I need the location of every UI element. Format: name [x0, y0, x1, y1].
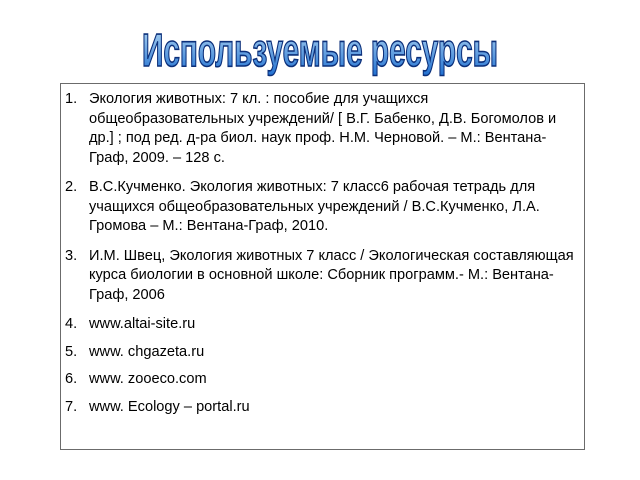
list-item [65, 370, 576, 390]
item-number: 6. [65, 371, 78, 387]
item-text: И.М. Швец, Экология животных 7 класс / Экологическая составляющая курса биологии в основной школе: Сборник программ.- М.: Вентана-Граф, 2006 [89, 247, 574, 303]
resources-box [60, 83, 585, 450]
item-text: В.С.Кучменко. Экология животных: 7 класс6 рабочая тетрадь для учащихся общеобразовательных учреждений / В.С.Кучменко, Л.А. Громова – М.: Вентана-Граф, 2010. [89, 179, 540, 234]
list-item [65, 398, 576, 418]
resources-list [65, 90, 576, 417]
item-link[interactable]: www. Ecology – portal.ru [89, 398, 250, 415]
item-link[interactable]: www. chgazeta.ru [89, 343, 205, 360]
item-number: 3. [65, 247, 78, 264]
list-item [65, 315, 576, 335]
list-item [65, 90, 576, 168]
item-link[interactable]: www. zooeco.com [89, 371, 207, 387]
item-number: 7. [65, 398, 78, 415]
item-number: 5. [65, 343, 78, 360]
slide-title: Используемые ресурсы [142, 24, 499, 76]
item-number: 2. [65, 179, 78, 195]
item-number: 1. [65, 91, 78, 107]
item-text: Экология животных: 7 кл. : пособие для учащихся общеобразовательных учреждений/ [ В.Г. Бабенко, Д.В. Богомолов и др.] ; под ред. д-ра биол. наук проф. Н.М. Черновой. – М.: Вентана-Граф, 2009. – 128 с. [89, 91, 557, 166]
list-item [65, 178, 576, 237]
list-item [65, 343, 576, 363]
title-wordart [0, 0, 640, 80]
item-link[interactable]: www.altai-site.ru [89, 316, 196, 332]
list-item [65, 247, 576, 306]
item-number: 4. [65, 316, 78, 332]
